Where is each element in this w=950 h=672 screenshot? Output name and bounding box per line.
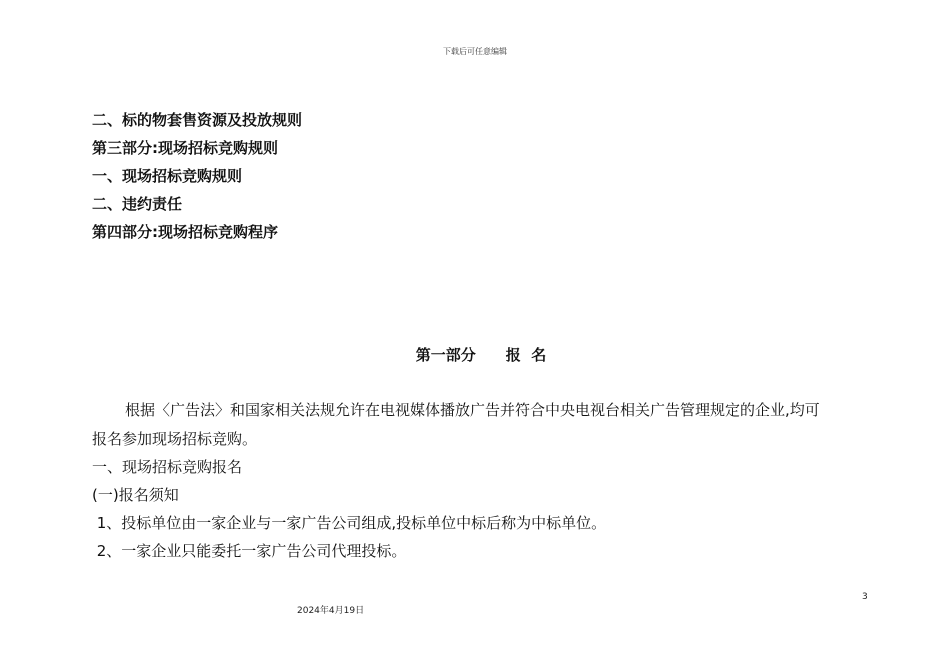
table-of-contents (92, 106, 302, 246)
toc-item: 二、标的物套售资源及投放规则 (92, 111, 303, 129)
section-title: 第一部分 报 名 (415, 346, 547, 364)
page-header-note: 下载后可任意编辑 (443, 47, 507, 56)
toc-item: 第三部分:现场招标竞购规则 (92, 139, 278, 157)
list-item: 1、投标单位由一家企业与一家广告公司组成,投标单位中标后称为中标单位。 (92, 514, 607, 532)
body-lines (92, 453, 882, 565)
paragraph-line (92, 396, 882, 425)
toc-item: 二、违约责任 (92, 195, 183, 213)
subsection-subheading: (一)报名须知 (92, 486, 179, 504)
subsection-heading: 一、现场招标竞购报名 (92, 458, 243, 476)
page-date: 2024年4月19日 (297, 606, 365, 616)
body-paragraph (92, 396, 882, 454)
page-number: 3 (862, 592, 868, 602)
list-item: 2、一家企业只能委托一家广告公司代理投标。 (92, 542, 407, 560)
paragraph-line-text: 根据〈广告法〉和国家相关法规允许在电视媒体播放广告并符合中央电视台相关广告管理规定的企业,均可 (125, 401, 820, 419)
toc-item: 一、现场招标竞购规则 (92, 167, 243, 185)
toc-item: 第四部分:现场招标竞购程序 (92, 223, 278, 241)
paragraph-line: 报名参加现场招标竞购。 (92, 430, 258, 448)
